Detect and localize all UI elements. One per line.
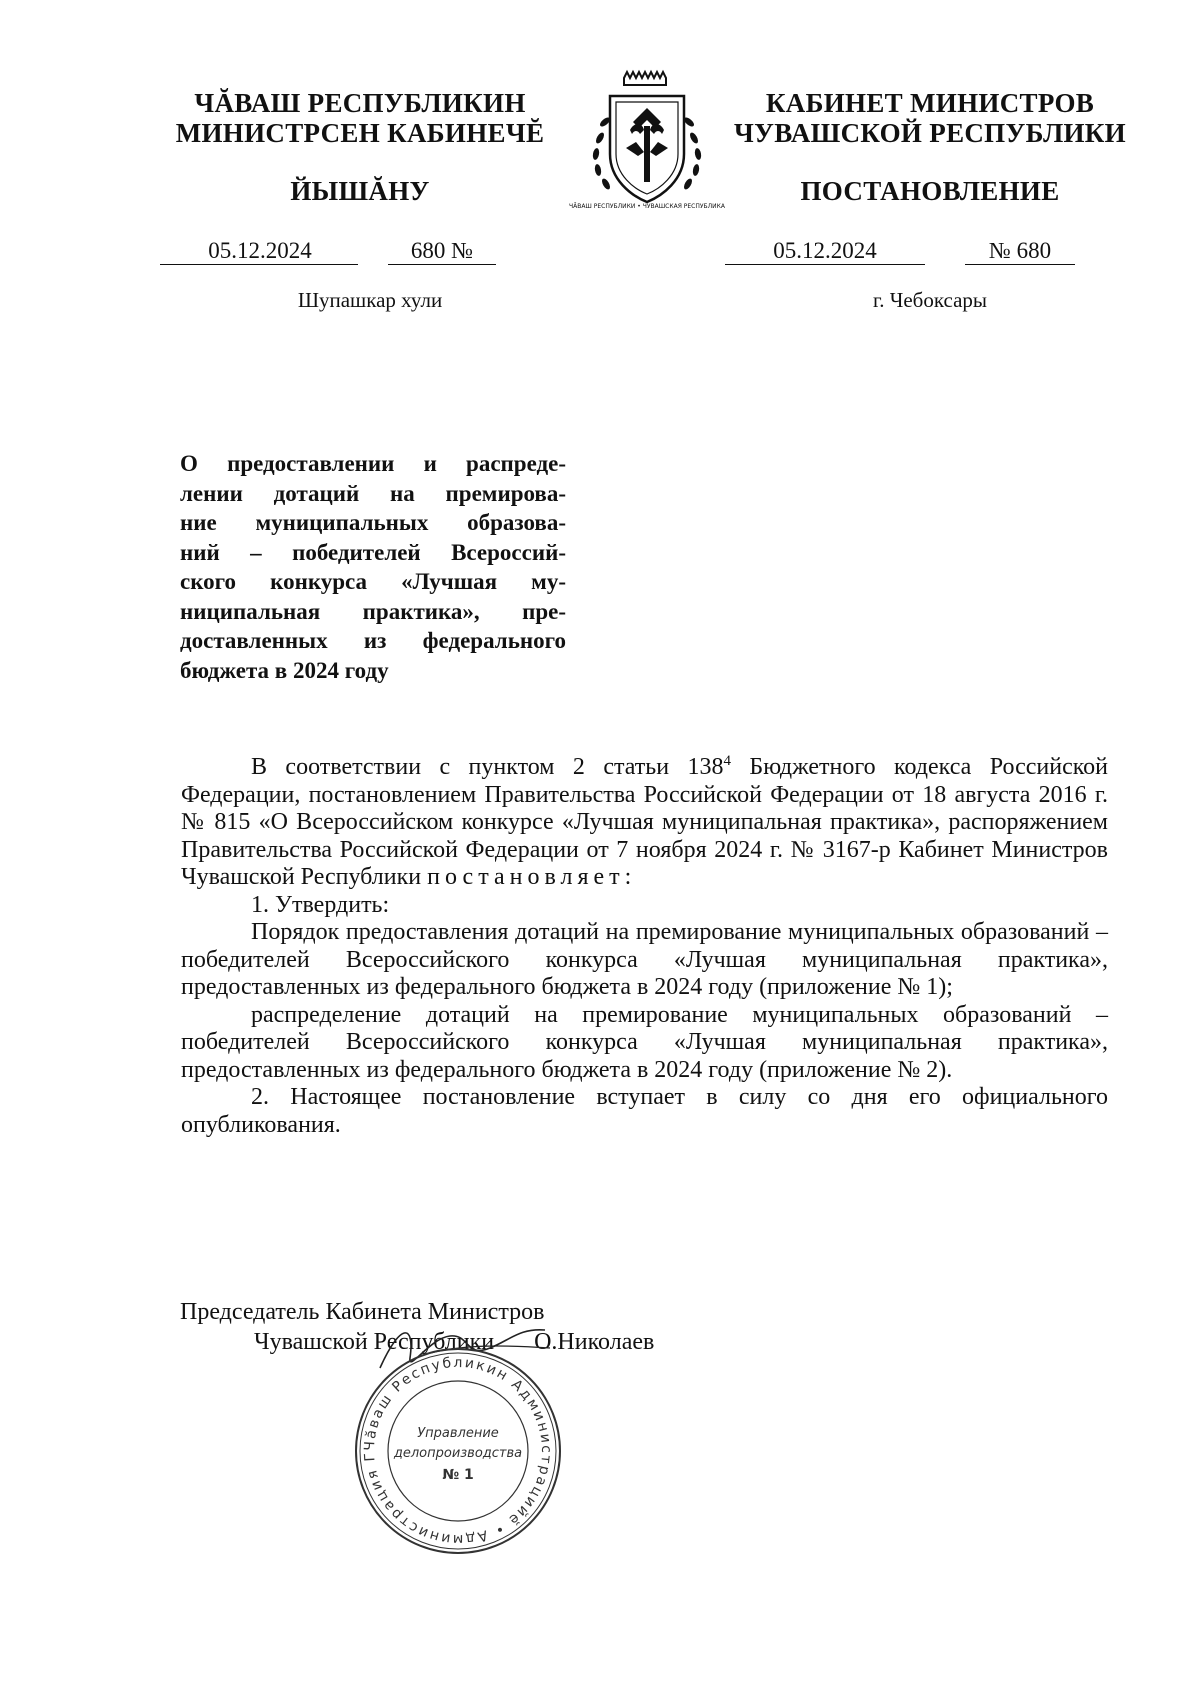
title-line: ского конкурса «Лучшая му- — [180, 569, 566, 594]
title-line: ний – победителей Всероссий- — [180, 539, 566, 565]
header-right-date: 05.12.2024 — [773, 238, 877, 263]
preamble-text-b: Бюджетного кодекса Российской Федерации, постановлением Правительства Российской Федерации от 18 августа 2016 г. № 815 «О Всероссийском конкурсе «Лучшая муниципальная практика», распоряжением Правительства Российской Федерации от 7 ноября 2024 г. № 3167-р Кабинет Министров Чувашской Республики — [181, 754, 1108, 890]
body-paragraph-effective: 2. Настоящее постановление вступает в силу со дня его официального опубликования. — [181, 1084, 1108, 1138]
header-left-line2: МИНИСТРСЕН КАБИНЕЧĔ — [175, 118, 545, 148]
stamp-line1: Управление — [417, 1426, 499, 1441]
document-body — [181, 754, 1108, 1139]
signature-title-line1: Председатель Кабинета Министров — [180, 1299, 545, 1325]
header-left-org — [160, 88, 560, 148]
title-line: ние муниципальных образова- — [180, 510, 566, 535]
document-title — [180, 449, 566, 685]
header-right-number-underline — [965, 264, 1075, 265]
header-right-number: № 680 — [988, 238, 1052, 263]
header-right-doc-type: ПОСТАНОВЛЕНИЕ — [800, 176, 1060, 206]
emblem-ring-text: ЧĂВАШ РЕСПУБЛИКИ • ЧУВАШСКАЯ РЕСПУБЛИКА — [568, 203, 726, 210]
title-line: лении дотаций на премирова- — [180, 480, 566, 506]
signatory-name: О.Николаев — [534, 1329, 655, 1355]
title-line: бюджета в 2024 году — [180, 657, 389, 683]
stamp-line2: делопроизводства — [393, 1446, 523, 1461]
header-left-number-underline — [388, 264, 496, 265]
stamp-ring-text: Чăваш Республикин Администрацийĕ • Администрация Г — [361, 1354, 555, 1548]
body-paragraph-procedure: Порядок предоставления дотаций на премирование муниципальных образований – победителей Всероссийского конкурса «Лучшая муниципальная практика», предоставленных из федерального бюджета в 2024 году (приложение № 1); — [181, 919, 1108, 1000]
article-superscript: 4 — [723, 753, 731, 769]
header-right-org — [730, 88, 1130, 148]
stamp-line3: № 1 — [442, 1467, 474, 1483]
header-right-date-underline — [725, 264, 925, 265]
body-paragraph-distribution: распределение дотаций на премирование муниципальных образований – победителей Всероссийского конкурса «Лучшая муниципальная практика», предоставленных из федерального бюджета в 2024 году (приложение № 2). — [181, 1001, 1108, 1083]
preamble-text-a: В соответствии с пунктом 2 статьи 138 — [251, 754, 724, 780]
official-stamp — [352, 1345, 564, 1557]
header-left-date-underline — [160, 264, 358, 265]
header-left-city: Шупашкар хули — [297, 288, 443, 312]
title-line: доставленных из федерального — [180, 628, 566, 653]
header-right-line2: ЧУВАШСКОЙ РЕСПУБЛИКИ — [734, 118, 1126, 148]
body-paragraph-preamble — [181, 754, 1108, 892]
title-line: ниципальная практика», пре- — [180, 598, 566, 624]
coat-of-arms-emblem — [568, 68, 726, 210]
body-paragraph-approve: 1. Утвердить: — [251, 891, 390, 918]
official-round-stamp-icon — [352, 1345, 564, 1557]
header-right-line1: КАБИНЕТ МИНИСТРОВ — [765, 88, 1095, 118]
chuvash-coat-of-arms-icon — [568, 68, 726, 210]
header-right-city: г. Чебоксары — [872, 288, 988, 312]
header-left-number: 680 № — [410, 238, 474, 263]
header-left-doc-type: ЙЫШĂНУ — [290, 176, 430, 206]
header-left-line1: ЧĂВАШ РЕСПУБЛИКИН — [194, 88, 526, 118]
header-left-date: 05.12.2024 — [208, 238, 312, 263]
title-line: О предоставлении и распреде- — [180, 451, 566, 476]
signature-title-line2: Чувашской Республики — [254, 1329, 495, 1355]
preamble-decree-word: постановляет: — [427, 864, 637, 890]
